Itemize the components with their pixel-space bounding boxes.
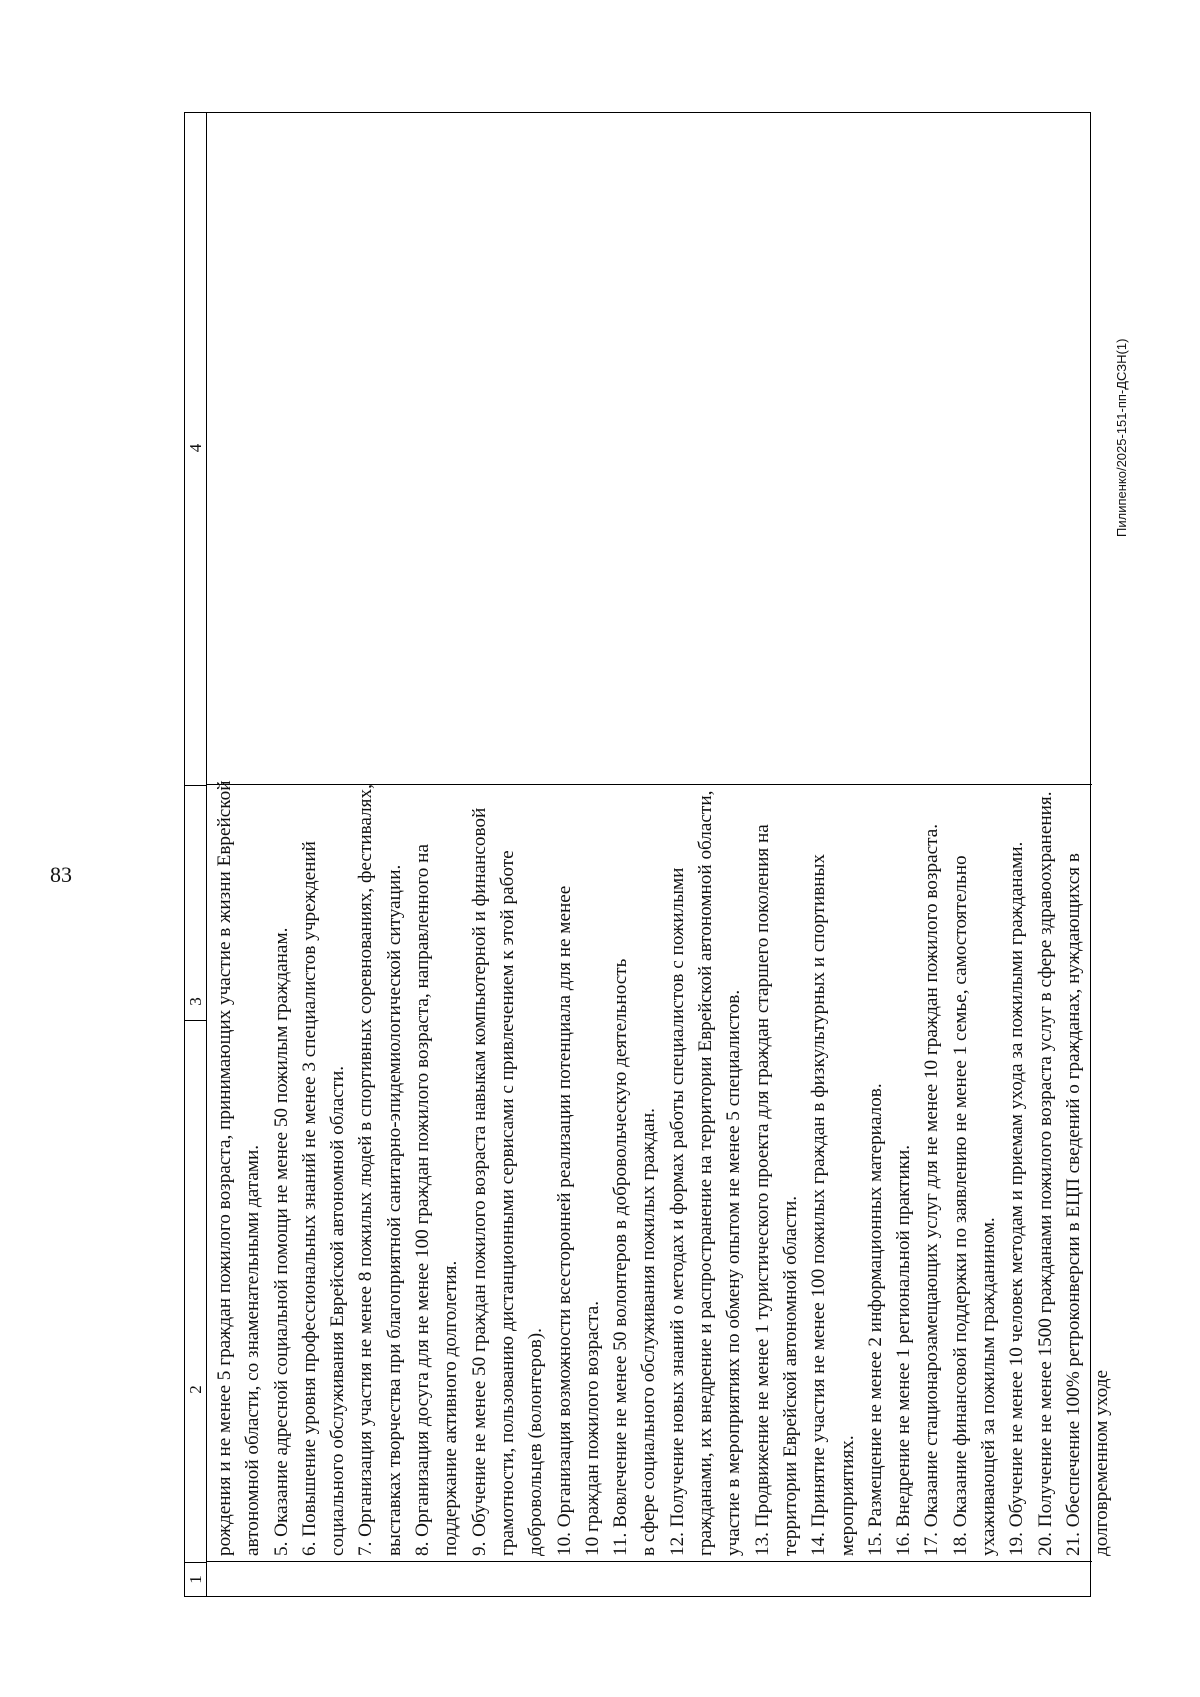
header-col-4: 4 — [186, 443, 205, 453]
main-table — [184, 112, 1113, 1597]
header-col-1: 1 — [185, 1562, 207, 1596]
text-line: автономной области, со знаменательными датами. — [242, 1144, 264, 1556]
text-line: 11. Вовлечение не менее 50 волонтеров в добровольческую деятельность — [610, 958, 632, 1556]
text-line: 13. Продвижение не менее 1 туристического проекта для граждан старшего поколения на — [751, 824, 773, 1556]
column-divider-1 — [207, 1561, 1092, 1562]
text-line: социального обслуживания Еврейской автономной области. — [327, 1065, 349, 1556]
document-code: Пилипенко/2025-151-пп-ДСЗН(1) — [1114, 338, 1129, 537]
text-line: долговременном уходе — [1091, 1370, 1113, 1556]
text-line: поддержание активного долголетия. — [440, 1260, 462, 1556]
text-line: 14. Принятие участия не менее 100 пожилых граждан в физкультурных и спортивных — [808, 853, 830, 1556]
text-line: ухаживающей за пожилым гражданином. — [978, 1217, 1000, 1556]
text-line: 5. Оказание адресной социальной помощи не менее 50 пожилым гражданам. — [270, 927, 292, 1556]
text-line: гражданами, их внедрение и распространение на территории Еврейской автономной области, — [695, 790, 717, 1556]
table-header-row — [185, 113, 207, 1596]
header-divider — [185, 1020, 207, 1021]
text-line: 16. Внедрение не менее 1 региональной практики. — [893, 1144, 915, 1556]
text-line: 20. Получение не менее 1500 гражданами пожилого возраста услуг в сфере здравоохранения. — [1034, 791, 1056, 1556]
text-line: 12. Получение новых знаний о методах и формах работы специалистов с пожилыми — [666, 867, 688, 1556]
text-line: 8. Организация досуга для не менее 100 граждан пожилого возраста, направленного на — [412, 844, 434, 1556]
text-line: 21. Обеспечение 100% ретроконверсии в ЕЦП сведений о гражданах, нуждающихся в — [1062, 853, 1084, 1556]
text-line: 9. Обучение не менее 50 граждан пожилого возраста навыкам компьютерной и финансовой — [468, 807, 490, 1556]
header-col-2: 2 — [186, 1385, 205, 1394]
text-line: 15. Размещение не менее 2 информационных материалов. — [864, 1083, 886, 1556]
text-line: 7. Организация участия не менее 8 пожилых людей в спортивных соревнованиях, фестивалях, — [355, 784, 377, 1556]
text-line: выставках творчества при благоприятной санитарно-эпидемиологической ситуации. — [383, 864, 405, 1556]
table-cell-text — [211, 116, 1117, 1556]
text-line: 17. Оказание стационарозамещающих услуг для не менее 10 граждан пожилого возраста. — [921, 823, 943, 1556]
text-line: рождения и не менее 5 граждан пожилого возраста, принимающих участие в жизни Еврейской — [214, 780, 235, 1556]
text-line: в сфере социального обслуживания пожилых граждан. — [638, 1108, 660, 1556]
rotated-page-content — [184, 112, 1129, 1597]
text-line: грамотности, пользованию дистанционными сервисами с привлечением к этой работе — [496, 850, 518, 1556]
text-line: добровольцев (волонтеров). — [525, 1328, 547, 1556]
text-line: 19. Обучение не менее 10 человек методам и приемам ухода за пожилыми гражданами. — [1006, 841, 1028, 1556]
text-line: 18. Оказание финансовой поддержки по заявлению не менее 1 семье, самостоятельно — [949, 855, 971, 1556]
page-number: 83 — [50, 862, 72, 887]
header-col-3: 3 — [185, 785, 207, 1217]
text-line: 10. Организация возможности всесторонней реализации потенциала для не менее — [553, 885, 575, 1556]
text-line: мероприятиях. — [836, 1435, 858, 1556]
text-line: территории Еврейской автономной области. — [779, 1195, 801, 1556]
text-line: 6. Повышение уровня профессиональных знаний не менее 3 специалистов учреждений — [298, 841, 320, 1556]
text-line: участие в мероприятиях по обмену опытом не менее 5 специалистов. — [723, 989, 745, 1556]
text-line: 10 граждан пожилого возраста. — [581, 1300, 603, 1556]
